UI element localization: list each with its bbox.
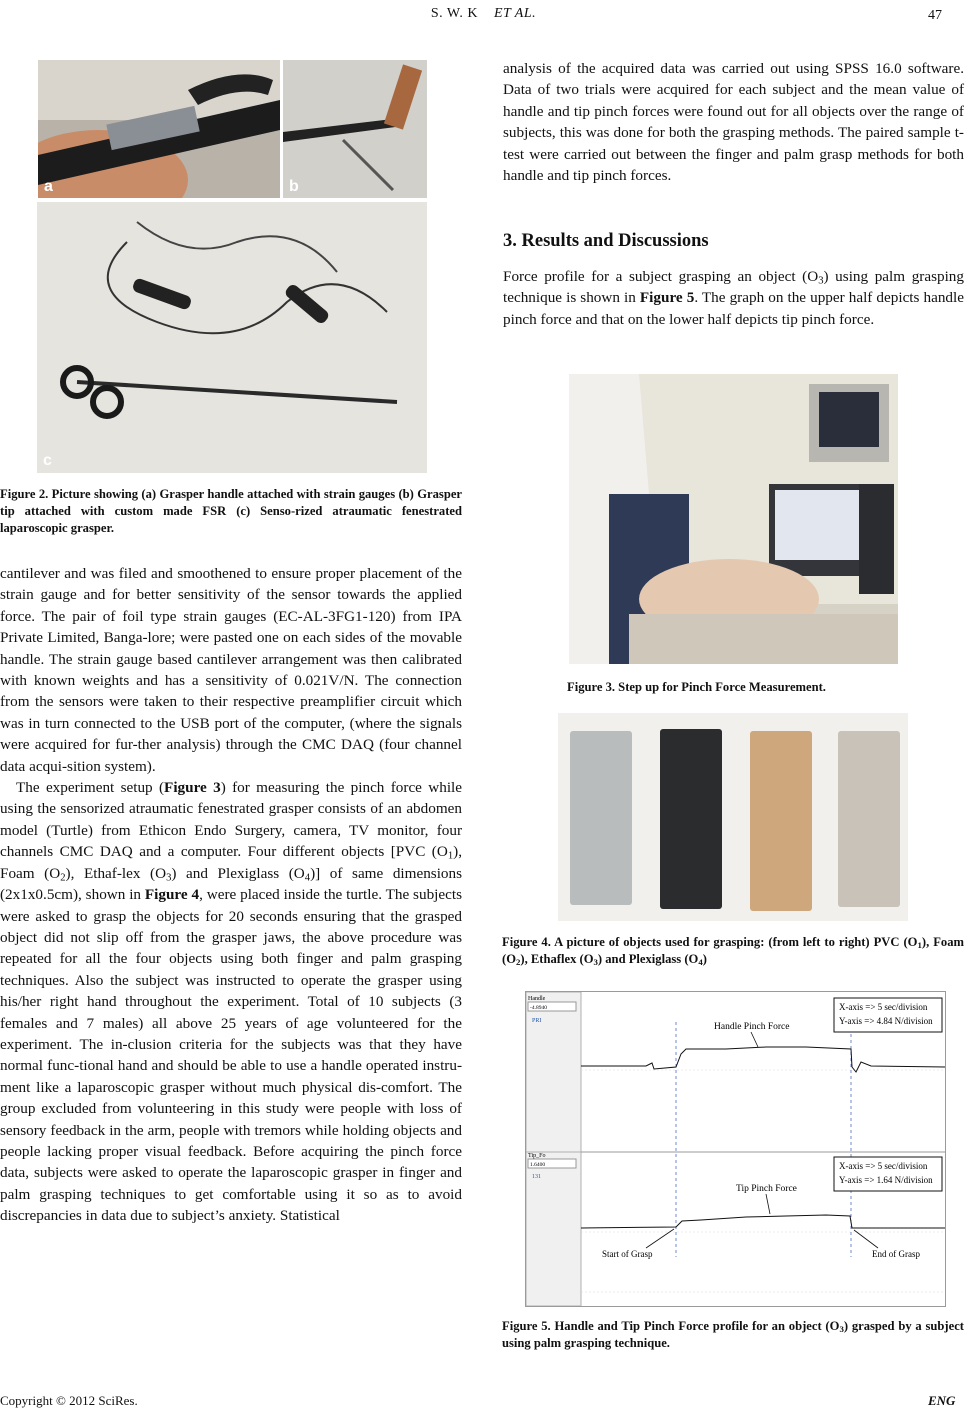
figure2-label-c: c — [43, 452, 52, 469]
footer-journal: ENG — [928, 1393, 956, 1408]
figure3-caption: Figure 3. Step up for Pinch Force Measurement. — [567, 680, 826, 694]
start-of-grasp-label: Start of Grasp — [602, 1249, 653, 1259]
figure5-caption: Figure 5. Handle and Tip Pinch Force profile for an object $(O_3)$ grasped by a subject using palm grasping technique. — [502, 1319, 964, 1350]
figure2-label-a: a — [44, 178, 53, 195]
left-column-text — [0, 563, 462, 1227]
tip-channel-label: Tip_Fo — [528, 1153, 546, 1159]
figure5-reference[interactable]: Figure 5 — [639, 289, 695, 307]
end-of-grasp-label: End of Grasp — [872, 1249, 920, 1259]
figure2-caption: Figure 2. Picture showing (a) Grasper handle attached with strain gauges (b) Grasper tip attached with custom made FSR (c) Senso-rized atraumatic fenestrated laparoscopic grasper. — [0, 487, 462, 535]
handle-small-value: PRI — [532, 1018, 542, 1024]
plexiglass-block — [838, 731, 900, 907]
left-paragraph-2: The experiment setup (Figure 3) for measuring the pinch force while using the sensorized atraumatic fenestrated grasper consists of an abdomen model (Turtle) from Ethicon Endo Surgery, camera, TV monitor, four channels CMC DAQ and a computer. Four different objects [PVC $(O_1)$, Foam $(O_2)$, Ethaf-lex $(O_3)$ and Plexiglass $(O_4)$] of same dimensions (2x1x0.5cm), shown in Figure 4, were placed inside the turtle. The subjects were asked to grasp the objects for 20 seconds ensuring that the grasped object did not slip off from the grasper jaws, the above procedure was repeated for all the four objects using both finger and palm grasping techniques. Also the subject was instructed to operate the grasper using his/her right hand throughout the experiment. Total of 10 subjects (3 females and 7 males) all above 25 years of age volunteered for the experiment. The in-clusion criteria for the subjects was that they have normal func-tional hand and should be able to use a handle operated instru-ment like a laparoscopic grasper without much physical dis-comfort. The group excluded from volunteering in this study were people with loss of sensory feedback in the arm, people with tremors while holding objects and people lacking proper visual feedback. Before acquiring the pinch force data, subjects were asked to operate the laparoscopic grasper in finger and palm grasping techniques to get comfortable using it so as to avoid discrepancies in data due to subject’s anxiety. Statistical — [0, 779, 463, 1225]
running-header — [0, 6, 967, 22]
figure4-reference[interactable]: Figure 4 — [144, 886, 200, 904]
lower-y-axis-note: Y-axis => 1.64 N/division — [839, 1175, 933, 1185]
figure2b-photo — [283, 60, 427, 198]
header-authors: S. W. K — [430, 6, 478, 21]
figure2a-photo — [38, 60, 280, 198]
section-heading: 3. Results and Discussions — [503, 231, 709, 251]
upper-x-axis-note: X-axis => 5 sec/division — [839, 1002, 928, 1012]
handle-channel-label: Handle — [528, 996, 546, 1002]
left-paragraph-1: cantilever and was filed and smoothened to ensure proper placement of the strain gauge and for better sensitivity of the sensor towards the applied force. The pair of foil type strain gauges (EC-AL-3FG1-120) from IPA Private Limited, Banga-lore; were pasted one on each sides of the movable handle. The strain gauge based cantilever arrangement was then calibrated with known weights and has a sensitivity of 0.021V/N. The connection from the sensors were taken to their respective preamplifier circuit which was in turn connected to the USB port of the computer, (where the signals were acquired for fur-ther analysis) through the CMC DAQ (four channel data acqui-sition system). — [0, 565, 462, 775]
header-et-al: ET AL. — [493, 6, 537, 21]
page-number: 47 — [928, 8, 942, 23]
figure5-chart — [525, 991, 946, 1307]
handle-pinch-title: Handle Pinch Force — [714, 1022, 790, 1032]
ethaflex-block — [750, 731, 812, 911]
upper-y-axis-note: Y-axis => 4.84 N/division — [839, 1016, 933, 1026]
handle-channel-value: -4.8940 — [530, 1005, 547, 1011]
figure3-reference[interactable]: Figure 3 — [164, 779, 221, 797]
right-paragraph-1: analysis of the acquired data was carried out using SPSS 16.0 software. Data of two trials were acquired for each subject and the mean value of handle and tip pinch forces were found out for all objects over the range of subjects, this was done for both the grasping methods. The paired sample t- test were carried out between the finger and palm grasp methods for both handle and tip pinch forces. — [503, 60, 964, 185]
right-paragraph-2: Force profile for a subject grasping an object $(O_3)$ using palm grasping technique is shown in Figure 5. The graph on the upper half depicts handle pinch force and that on the lower half depicts tip pinch force. — [503, 268, 964, 328]
figure3-photo — [569, 374, 898, 664]
tip-channel-value: 1.6400 — [530, 1162, 546, 1168]
lower-x-axis-note: X-axis => 5 sec/division — [839, 1161, 928, 1171]
figure2-label-b: b — [289, 178, 299, 195]
right-column-text — [503, 58, 964, 186]
tip-small-value: 131 — [532, 1174, 541, 1180]
figure4-caption: Figure 4. A picture of objects used for grasping: (from left to right) PVC $(O_1)$, Foam $(O_2)$, Ethaflex $(O_3)$ and Plexiglass $(O_4)$ — [502, 935, 964, 968]
figure2c-photo — [37, 202, 427, 473]
foam-block — [660, 729, 722, 909]
pvc-block — [570, 731, 632, 905]
tip-pinch-title: Tip Pinch Force — [736, 1184, 797, 1194]
figure4-photo — [558, 713, 908, 921]
footer-copyright: Copyright © 2012 SciRes. — [0, 1393, 138, 1408]
